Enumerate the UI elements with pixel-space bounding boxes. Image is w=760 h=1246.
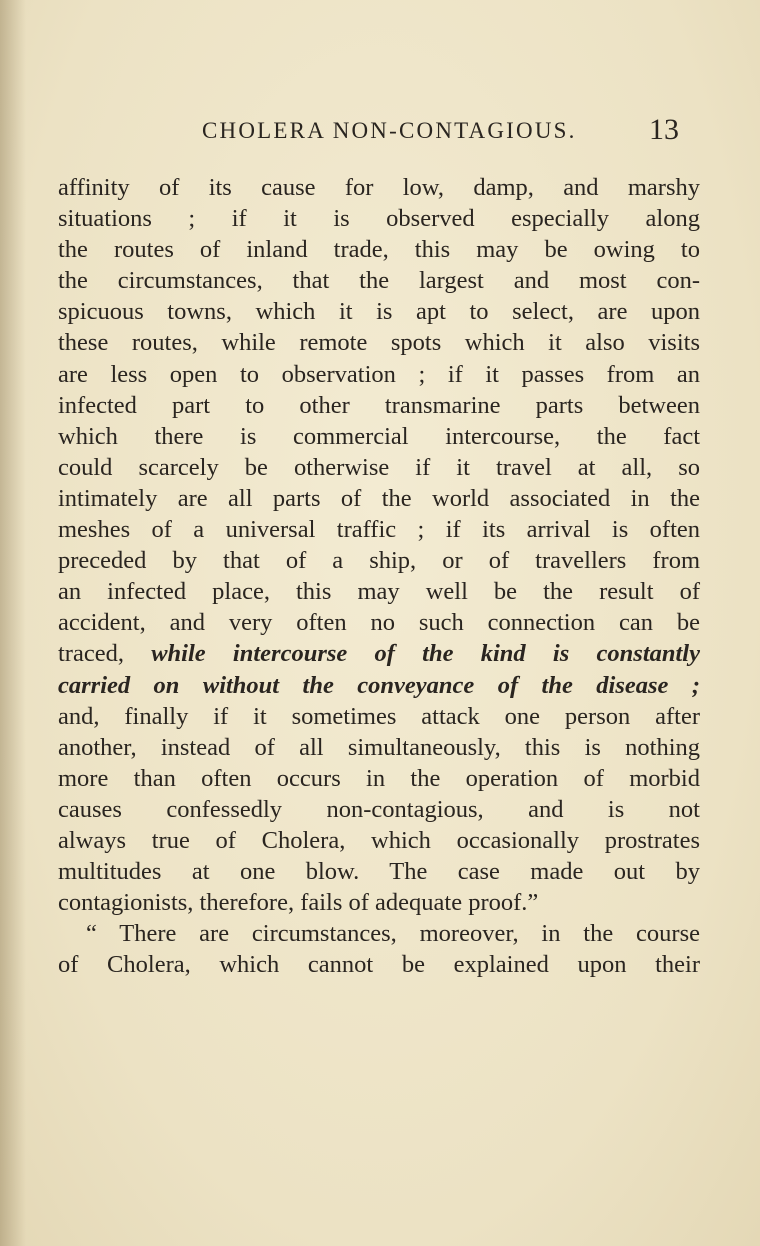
text-line: always true of Cholera, which occasionally prostrates	[58, 826, 700, 854]
text-line: and, finally if it sometimes attack one person after	[58, 702, 700, 730]
body-text	[58, 172, 700, 980]
text-line: preceded by that of a ship, or of travellers from	[58, 547, 700, 575]
page-number: 13	[649, 113, 679, 146]
text-line: are less open to observation ; if it passes from an	[58, 360, 700, 388]
text-line: situations ; if it is observed especially along	[58, 205, 700, 233]
text-line: intimately are all parts of the world associated in the	[58, 484, 700, 512]
text-line: could scarcely be otherwise if it travel at all, so	[58, 453, 700, 481]
text-line: accident, and very often no such connection can be	[58, 609, 700, 637]
text-line: an infected place, this may well be the result of	[58, 578, 700, 606]
text-line-italic	[58, 670, 700, 701]
running-title: CHOLERA NON-CONTAGIOUS.	[202, 118, 577, 143]
text-line: the circumstances, that the largest and most con-	[58, 267, 700, 295]
text-line: another, instead of all simultaneously, this is nothing	[58, 733, 700, 761]
text-line: contagionists, therefore, fails of adequate proof.”	[58, 889, 539, 917]
text-line: infected part to other transmarine parts between	[58, 391, 700, 419]
text-line: these routes, while remote spots which it also visits	[58, 329, 700, 357]
text-line: causes confessedly non-contagious, and is not	[58, 795, 700, 823]
text-line: of Cholera, which cannot be explained upon their	[58, 951, 700, 979]
italic-emphasis: while intercourse of the kind is constantly	[151, 640, 700, 668]
italic-emphasis: carried on without the conveyance of the disease ;	[58, 671, 700, 699]
text-line: the routes of inland trade, this may be owing to	[58, 236, 700, 264]
text-line-mixed	[58, 638, 700, 669]
page-header	[0, 113, 760, 156]
paragraph-start-line: “ There are circumstances, moreover, in the course	[86, 920, 700, 948]
text-segment: traced,	[58, 640, 152, 668]
page-edge-shadow	[0, 0, 26, 1246]
text-line: which there is commercial intercourse, the fact	[58, 422, 700, 450]
text-line: spicuous towns, which it is apt to select, are upon	[58, 298, 700, 326]
text-line: more than often occurs in the operation of morbid	[58, 764, 700, 792]
text-line: meshes of a universal traffic ; if its arrival is often	[58, 516, 700, 544]
text-line: affinity of its cause for low, damp, and marshy	[58, 174, 700, 201]
text-line: multitudes at one blow. The case made out by	[58, 858, 700, 886]
